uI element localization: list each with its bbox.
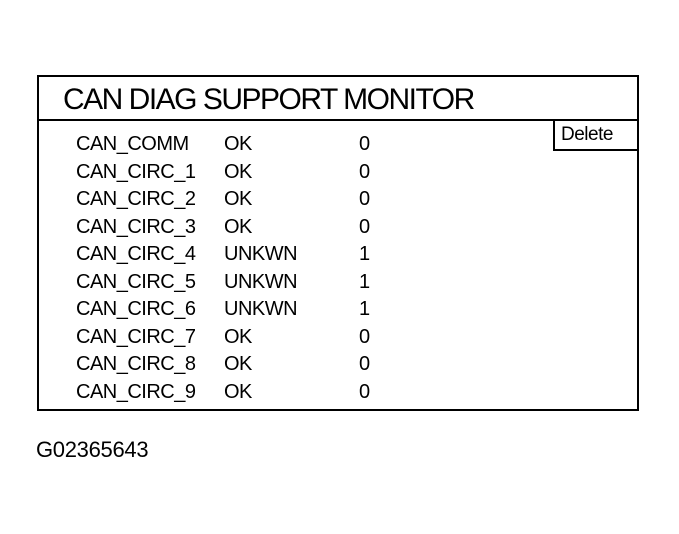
item-status: OK bbox=[224, 353, 252, 375]
item-status: OK bbox=[224, 380, 252, 403]
item-name: CAN_CIRC_1 bbox=[76, 160, 196, 183]
item-count: 1 bbox=[359, 243, 370, 265]
item-status: OK bbox=[224, 133, 252, 155]
item-count: 0 bbox=[359, 133, 370, 155]
item-status: UNKWN bbox=[224, 298, 298, 320]
item-count: 0 bbox=[359, 160, 370, 183]
item-count: 1 bbox=[359, 298, 370, 320]
item-name: CAN_CIRC_6 bbox=[76, 298, 196, 320]
list-item bbox=[76, 241, 436, 269]
item-name: CAN_CIRC_7 bbox=[76, 325, 196, 348]
item-status: OK bbox=[224, 188, 252, 210]
item-status: OK bbox=[224, 325, 252, 348]
list-item bbox=[76, 131, 436, 159]
item-name: CAN_CIRC_5 bbox=[76, 270, 196, 293]
item-name: CAN_COMM bbox=[76, 133, 189, 155]
item-status: OK bbox=[224, 160, 252, 183]
list-item bbox=[76, 214, 436, 242]
item-count: 0 bbox=[359, 215, 370, 238]
list-item bbox=[76, 324, 436, 352]
item-count: 1 bbox=[359, 270, 370, 293]
list-item bbox=[76, 269, 436, 297]
item-name: CAN_CIRC_8 bbox=[76, 353, 196, 375]
item-name: CAN_CIRC_9 bbox=[76, 380, 196, 403]
monitor-list bbox=[76, 131, 436, 406]
item-count: 0 bbox=[359, 188, 370, 210]
item-status: OK bbox=[224, 215, 252, 238]
item-count: 0 bbox=[359, 325, 370, 348]
list-item bbox=[76, 351, 436, 379]
item-count: 0 bbox=[359, 353, 370, 375]
delete-button[interactable]: Delete bbox=[553, 119, 639, 151]
item-count: 0 bbox=[359, 380, 370, 403]
list-item bbox=[76, 186, 436, 214]
title-bar bbox=[39, 77, 637, 121]
figure-id: G02365643 bbox=[36, 437, 149, 462]
item-name: CAN_CIRC_2 bbox=[76, 188, 196, 210]
page-title: CAN DIAG SUPPORT MONITOR bbox=[63, 83, 474, 116]
list-item bbox=[76, 159, 436, 187]
item-name: CAN_CIRC_4 bbox=[76, 243, 196, 265]
list-item bbox=[76, 296, 436, 324]
item-status: UNKWN bbox=[224, 243, 298, 265]
list-item bbox=[76, 379, 436, 407]
diag-monitor-panel bbox=[37, 75, 639, 411]
item-name: CAN_CIRC_3 bbox=[76, 215, 196, 238]
item-status: UNKWN bbox=[224, 270, 298, 293]
